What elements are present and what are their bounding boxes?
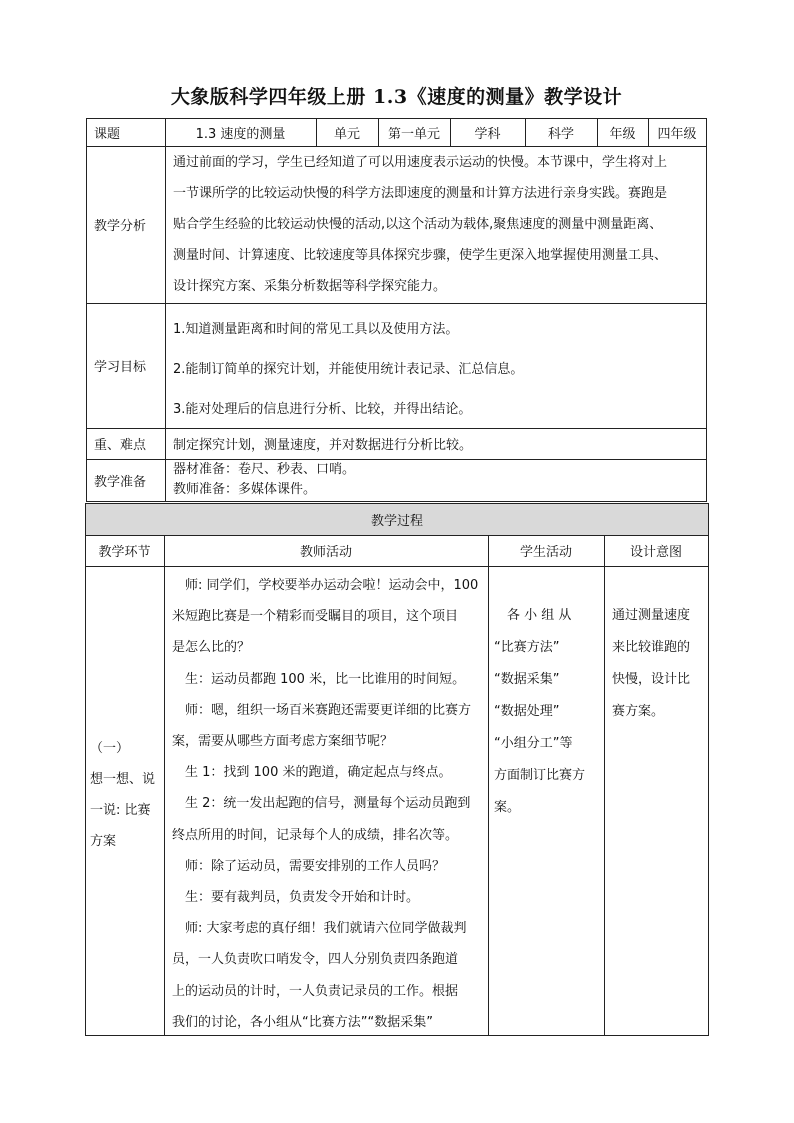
column-header-stage: 教学环节	[98, 545, 151, 560]
goal-item: 2.能制订简单的探究计划，并能使用统计表记录、汇总信息。	[173, 362, 524, 377]
goal-item: 3.能对处理后的信息进行分析、比较，并得出结论。	[173, 402, 472, 417]
topic-value: 1.3 速度的测量	[195, 126, 286, 142]
student-activity-cell	[494, 600, 602, 824]
teacher-line: 生：运动员都跑 100 米，比一比谁用的时间短。	[172, 671, 466, 687]
intent-line: 快慢，设计比	[612, 672, 691, 687]
grade-value: 四年级	[657, 126, 697, 142]
student-line: 方面制订比赛方	[494, 768, 586, 783]
analysis-label: 教学分析	[94, 219, 147, 234]
column-header-intent: 设计意图	[629, 545, 682, 560]
stage-line: （一）	[90, 741, 130, 756]
teacher-line: 师: 同学们，学校要举办运动会啦！运动会中，100	[172, 578, 479, 593]
student-line: “数据处理”	[494, 704, 560, 719]
design-intent-cell	[612, 600, 706, 728]
analysis-line: 通过前面的学习，学生已经知道了可以用速度表示运动的快慢。本节课中，学生将对上	[173, 155, 668, 170]
teacher-activity-cell	[172, 570, 486, 1038]
column-header-teacher: 教师活动	[299, 545, 352, 560]
teacher-line: 生 2：统一发出起跑的信号，测量每个运动员跑到	[172, 796, 471, 812]
analysis-line: 设计探究方案、采集分析数据等科学探究能力。	[173, 279, 447, 294]
grade-label: 年级	[609, 126, 636, 142]
student-line: “小组分工”等	[494, 736, 573, 751]
key-points-value: 制定探究计划，测量速度，并对数据进行分析比较。	[173, 438, 473, 453]
teacher-line: 生 1：找到 100 米的跑道，确定起点与终点。	[172, 765, 452, 781]
teacher-line: 师：嗯，组织一场百米赛跑还需要更详细的比赛方	[172, 702, 472, 718]
student-line: 各 小 组 从	[494, 608, 572, 623]
teacher-line: 是怎么比的？	[172, 640, 251, 656]
teacher-line: 上的运动员的计时，一人负责记录员的工作。根据	[172, 983, 459, 999]
analysis-line: 贴合学生经验的比较运动快慢的活动,以这个活动为载体,聚焦速度的测量中测量距离、	[173, 217, 663, 232]
column-header-student: 学生活动	[519, 545, 572, 560]
teacher-line: 师: 大家考虑的真仔细！我们就请六位同学做裁判	[172, 921, 467, 937]
stage-line: 一说: 比赛	[90, 803, 151, 818]
unit-value: 第一单元	[387, 126, 440, 142]
analysis-line: 测量时间、计算速度、比较速度等具体探究步骤，使学生更深入地掌握使用测量工具、	[173, 248, 668, 263]
preparation-line: 教师准备：多媒体课件。	[173, 482, 317, 497]
preparation-text	[173, 460, 703, 500]
preparation-label: 教学准备	[94, 474, 147, 490]
teacher-line: 生：要有裁判员，负责发令开始和计时。	[172, 890, 420, 906]
teacher-line: 我们的讨论，各小组从“比赛方法”“数据采集”	[172, 1014, 433, 1030]
intent-line: 赛方案。	[612, 704, 665, 719]
teacher-line: 师：除了运动员，需要安排别的工作人员吗？	[172, 858, 446, 874]
teacher-line: 终点所用的时间，记录每个人的成绩，排名次等。	[172, 827, 459, 843]
topic-label: 课题	[94, 126, 121, 142]
stage-line: 想一想、说	[90, 772, 156, 787]
intent-line: 来比较谁跑的	[612, 640, 691, 655]
subject-label: 学科	[474, 126, 501, 142]
preparation-line: 器材准备：卷尺、秒表、口哨。	[173, 462, 356, 477]
analysis-line: 一节课所学的比较运动快慢的科学方法即速度的测量和计算方法进行亲身实践。赛跑是	[173, 186, 668, 201]
goal-item: 1.知道测量距离和时间的常见工具以及使用方法。	[173, 322, 459, 337]
analysis-text	[173, 147, 703, 302]
teacher-line: 米短跑比赛是一个精彩而受瞩目的项目，这个项目	[172, 609, 459, 625]
stage-cell	[90, 733, 162, 857]
process-header: 教学过程	[85, 504, 709, 535]
student-line: “数据采集”	[494, 672, 560, 687]
page-title: 大象版科学四年级上册 1.3《速度的测量》教学设计	[170, 86, 623, 108]
goals-list	[173, 310, 703, 430]
student-line: 案。	[494, 800, 521, 815]
unit-label: 单元	[333, 126, 360, 142]
student-line: “比赛方法”	[494, 640, 560, 655]
teacher-line: 案，需要从哪些方面考虑方案细节呢？	[172, 734, 394, 750]
stage-line: 方案	[90, 834, 117, 849]
subject-value: 科学	[547, 126, 574, 142]
key-points-label: 重、难点	[94, 438, 147, 453]
teacher-line: 员，一人负责吹口哨发令，四人分别负责四条跑道	[172, 952, 459, 968]
intent-line: 通过测量速度	[612, 608, 691, 623]
goals-label: 学习目标	[94, 360, 147, 375]
